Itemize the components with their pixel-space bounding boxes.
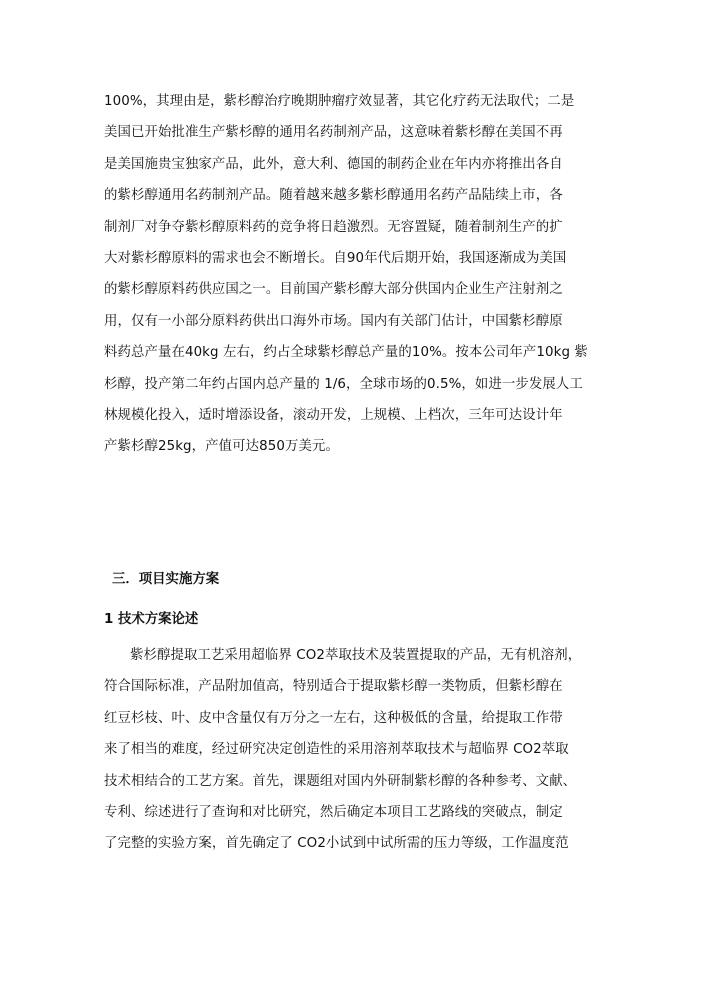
paragraph-line: 是美国施贵宝独家产品，此外，意大利、德国的制药企业在年内亦将推出各自 (104, 156, 563, 172)
paragraph-line: 符合国际标准，产品附加值高，特别适合于提取紫杉醇一类物质，但紫杉醇在 (104, 679, 563, 695)
paragraph-line: 专利、综述进行了查询和对比研究，然后确定本项目工艺路线的突破点，制定 (104, 804, 563, 820)
paragraph-line: 来了相当的难度，经过研究决定创造性的采用溶剂萃取技术与超临界 CO2萃取 (104, 742, 569, 758)
paragraph-line: 制剂厂对争夺紫杉醇原料药的竞争将日趋激烈。无容置疑，随着制剂生产的扩 (104, 219, 563, 235)
paragraph-line: 100%，其理由是，紫杉醇治疗晚期肿瘤疗效显著，其它化疗药无法取代；二是 (104, 94, 575, 109)
paragraph-line: 了完整的实验方案，首先确定了 CO2小试到中试所需的压力等级，工作温度范 (104, 836, 569, 852)
paragraph-line: 紫杉醇提取工艺采用超临界 CO2萃取技术及装置提取的产品，无有机溶剂， (130, 648, 582, 663)
section-heading: 三．项目实施方案 (112, 572, 220, 587)
sub-heading: 1 技术方案论述 (104, 612, 199, 627)
paragraph-line: 红豆杉枝、叶、皮中含量仅有万分之一左右，这种极低的含量，给提取工作带 (104, 710, 563, 726)
body-paragraph-1 (104, 86, 604, 463)
paragraph-line: 杉醇，投产第二年约占国内总产量的 1/6，全球市场的0.5%，如进一步发展人工 (104, 376, 583, 392)
paragraph-line: 用，仅有一小部分原料药供出口海外市场。国内有关部门估计，中国紫杉醇原 (104, 313, 563, 329)
paragraph-line: 产紫杉醇25kg，产值可达850万美元。 (104, 439, 339, 455)
body-paragraph-2 (104, 640, 604, 860)
paragraph-line: 的紫杉醇原料药供应国之一。目前国产紫杉醇大部分供国内企业生产注射剂之 (104, 282, 563, 298)
paragraph-line: 的紫杉醇通用名药制剂产品。随着越来越多紫杉醇通用名药产品陆续上市，各 (104, 188, 563, 204)
paragraph-line: 大对紫杉醇原料的需求也会不断增长。自90年代后期开始，我国逐渐成为美国 (104, 250, 567, 266)
paragraph-line: 美国已开始批准生产紫杉醇的通用名药制剂产品，这意味着紫杉醇在美国不再 (104, 125, 563, 141)
paragraph-line: 技术相结合的工艺方案。首先，课题组对国内外研制紫杉醇的各种参考、文献、 (104, 773, 577, 789)
paragraph-line: 林规模化投入，适时增添设备，滚动开发，上规模、上档次，三年可达设计年 (104, 407, 563, 423)
paragraph-line: 料药总产量在40kg 左右，约占全球紫杉醇总产量的10%。按本公司年产10kg 紫 (104, 345, 588, 361)
